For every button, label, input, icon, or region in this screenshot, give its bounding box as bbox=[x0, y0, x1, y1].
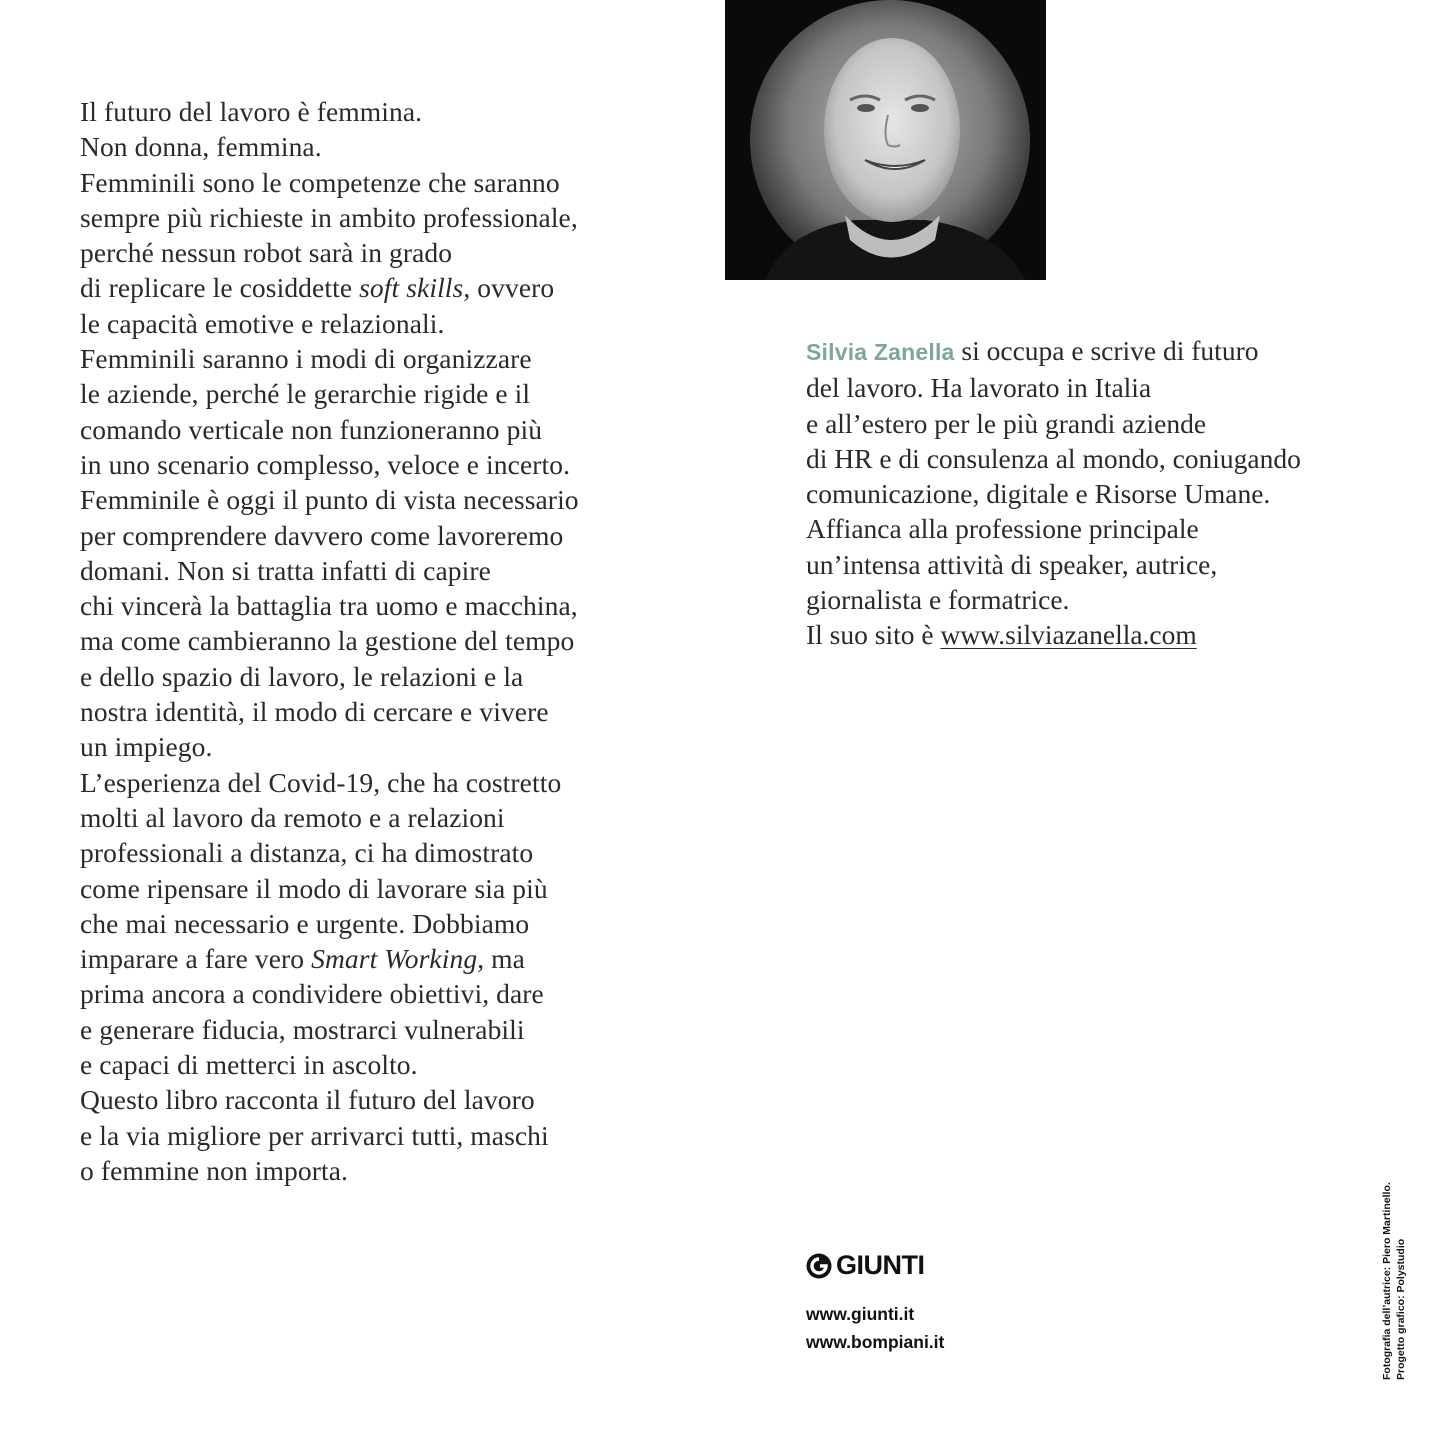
bio-line: comunicazione, digitale e Risorse Umane. bbox=[806, 478, 1271, 510]
bio-line: del lavoro. Ha lavorato in Italia bbox=[806, 372, 1152, 404]
bio-line: di HR e di consulenza al mondo, coniugando bbox=[806, 442, 1301, 474]
publisher-site-link[interactable]: www.giunti.it bbox=[806, 1304, 915, 1324]
blurb-line: Il futuro del lavoro è femmina. bbox=[80, 96, 423, 127]
publisher-sites bbox=[806, 1300, 944, 1356]
blurb-line: o femmine non importa. bbox=[80, 1154, 348, 1186]
blurb-line: ma come cambieranno la gestione del tempo bbox=[80, 625, 575, 657]
blurb-line: professionali a distanza, ci ha dimostrato bbox=[80, 837, 534, 869]
blurb-line: prima ancora a condividere obiettivi, dare bbox=[80, 978, 544, 1010]
blurb-line: Femminili saranno i modi di organizzare bbox=[80, 343, 532, 375]
blurb-line: come ripensare il modo di lavorare sia più bbox=[80, 872, 548, 904]
blurb-line: e generare fiducia, mostrarci vulnerabili bbox=[80, 1013, 525, 1045]
blurb-line: un impiego. bbox=[80, 731, 213, 763]
back-cover-blurb bbox=[80, 94, 700, 1188]
author-name: Silvia Zanella bbox=[806, 339, 955, 365]
bio-line: giornalista e formatrice. bbox=[806, 584, 1070, 616]
blurb-line: chi vincerà la battaglia tra uomo e macchina, bbox=[80, 590, 578, 622]
giunti-logo-icon bbox=[806, 1253, 832, 1279]
blurb-line: e dello spazio di lavoro, le relazioni e la bbox=[80, 660, 524, 692]
portrait-image-icon bbox=[725, 0, 1046, 280]
author-photo bbox=[725, 0, 1046, 280]
publisher-site-link[interactable]: www.bompiani.it bbox=[806, 1332, 945, 1352]
blurb-line: di replicare le cosiddette soft skills, ovvero bbox=[80, 272, 555, 304]
blurb-line: comando verticale non funzioneranno più bbox=[80, 413, 543, 445]
italic-term: Smart Working bbox=[311, 943, 478, 975]
blurb-line: molti al lavoro da remoto e a relazioni bbox=[80, 801, 505, 833]
blurb-line: sempre più richieste in ambito professionale, bbox=[80, 201, 578, 233]
bio-line: Affianca alla professione principale bbox=[806, 513, 1199, 545]
blurb-line: imparare a fare vero Smart Working, ma bbox=[80, 943, 525, 975]
blurb-line: Femminili sono le competenze che saranno bbox=[80, 166, 560, 198]
blurb-line: perché nessun robot sarà in grado bbox=[80, 237, 453, 269]
bio-first-line: Silvia Zanella si occupa e scrive di futuro bbox=[806, 335, 1259, 366]
blurb-line: nostra identità, il modo di cercare e vivere bbox=[80, 696, 549, 728]
credits bbox=[1380, 1182, 1408, 1380]
publisher-logo bbox=[806, 1250, 925, 1281]
blurb-line: Questo libro racconta il futuro del lavoro bbox=[80, 1084, 535, 1116]
bio-site-line: Il suo sito è www.silviazanella.com bbox=[806, 619, 1197, 651]
design-credit: Progetto grafico: Polystudio bbox=[1395, 1238, 1407, 1380]
bio-line: e all’estero per le più grandi aziende bbox=[806, 407, 1207, 439]
blurb-line: domani. Non si tratta infatti di capire bbox=[80, 554, 491, 586]
blurb-line: Non donna, femmina. bbox=[80, 131, 322, 163]
blurb-line: in uno scenario complesso, veloce e incerto. bbox=[80, 448, 571, 480]
photo-credit: Fotografia dell’autrice: Piero Martinello. bbox=[1381, 1182, 1393, 1380]
author-website-link[interactable]: www.silviazanella.com bbox=[940, 619, 1197, 651]
blurb-line: L’esperienza del Covid-19, che ha costretto bbox=[80, 766, 562, 798]
blurb-line: e la via migliore per arrivarci tutti, maschi bbox=[80, 1119, 549, 1151]
blurb-line: per comprendere davvero come lavoreremo bbox=[80, 519, 564, 551]
blurb-line: le aziende, perché le gerarchie rigide e il bbox=[80, 378, 531, 410]
blurb-line: che mai necessario e urgente. Dobbiamo bbox=[80, 907, 530, 939]
blurb-line: Femminile è oggi il punto di vista necessario bbox=[80, 484, 579, 516]
bio-line: un’intensa attività di speaker, autrice, bbox=[806, 548, 1218, 580]
italic-term: soft skills bbox=[359, 272, 464, 304]
publisher-name: GIUNTI bbox=[836, 1250, 925, 1280]
blurb-line: e capaci di metterci in ascolto. bbox=[80, 1049, 418, 1081]
blurb-line: le capacità emotive e relazionali. bbox=[80, 307, 445, 339]
author-bio bbox=[806, 333, 1406, 653]
